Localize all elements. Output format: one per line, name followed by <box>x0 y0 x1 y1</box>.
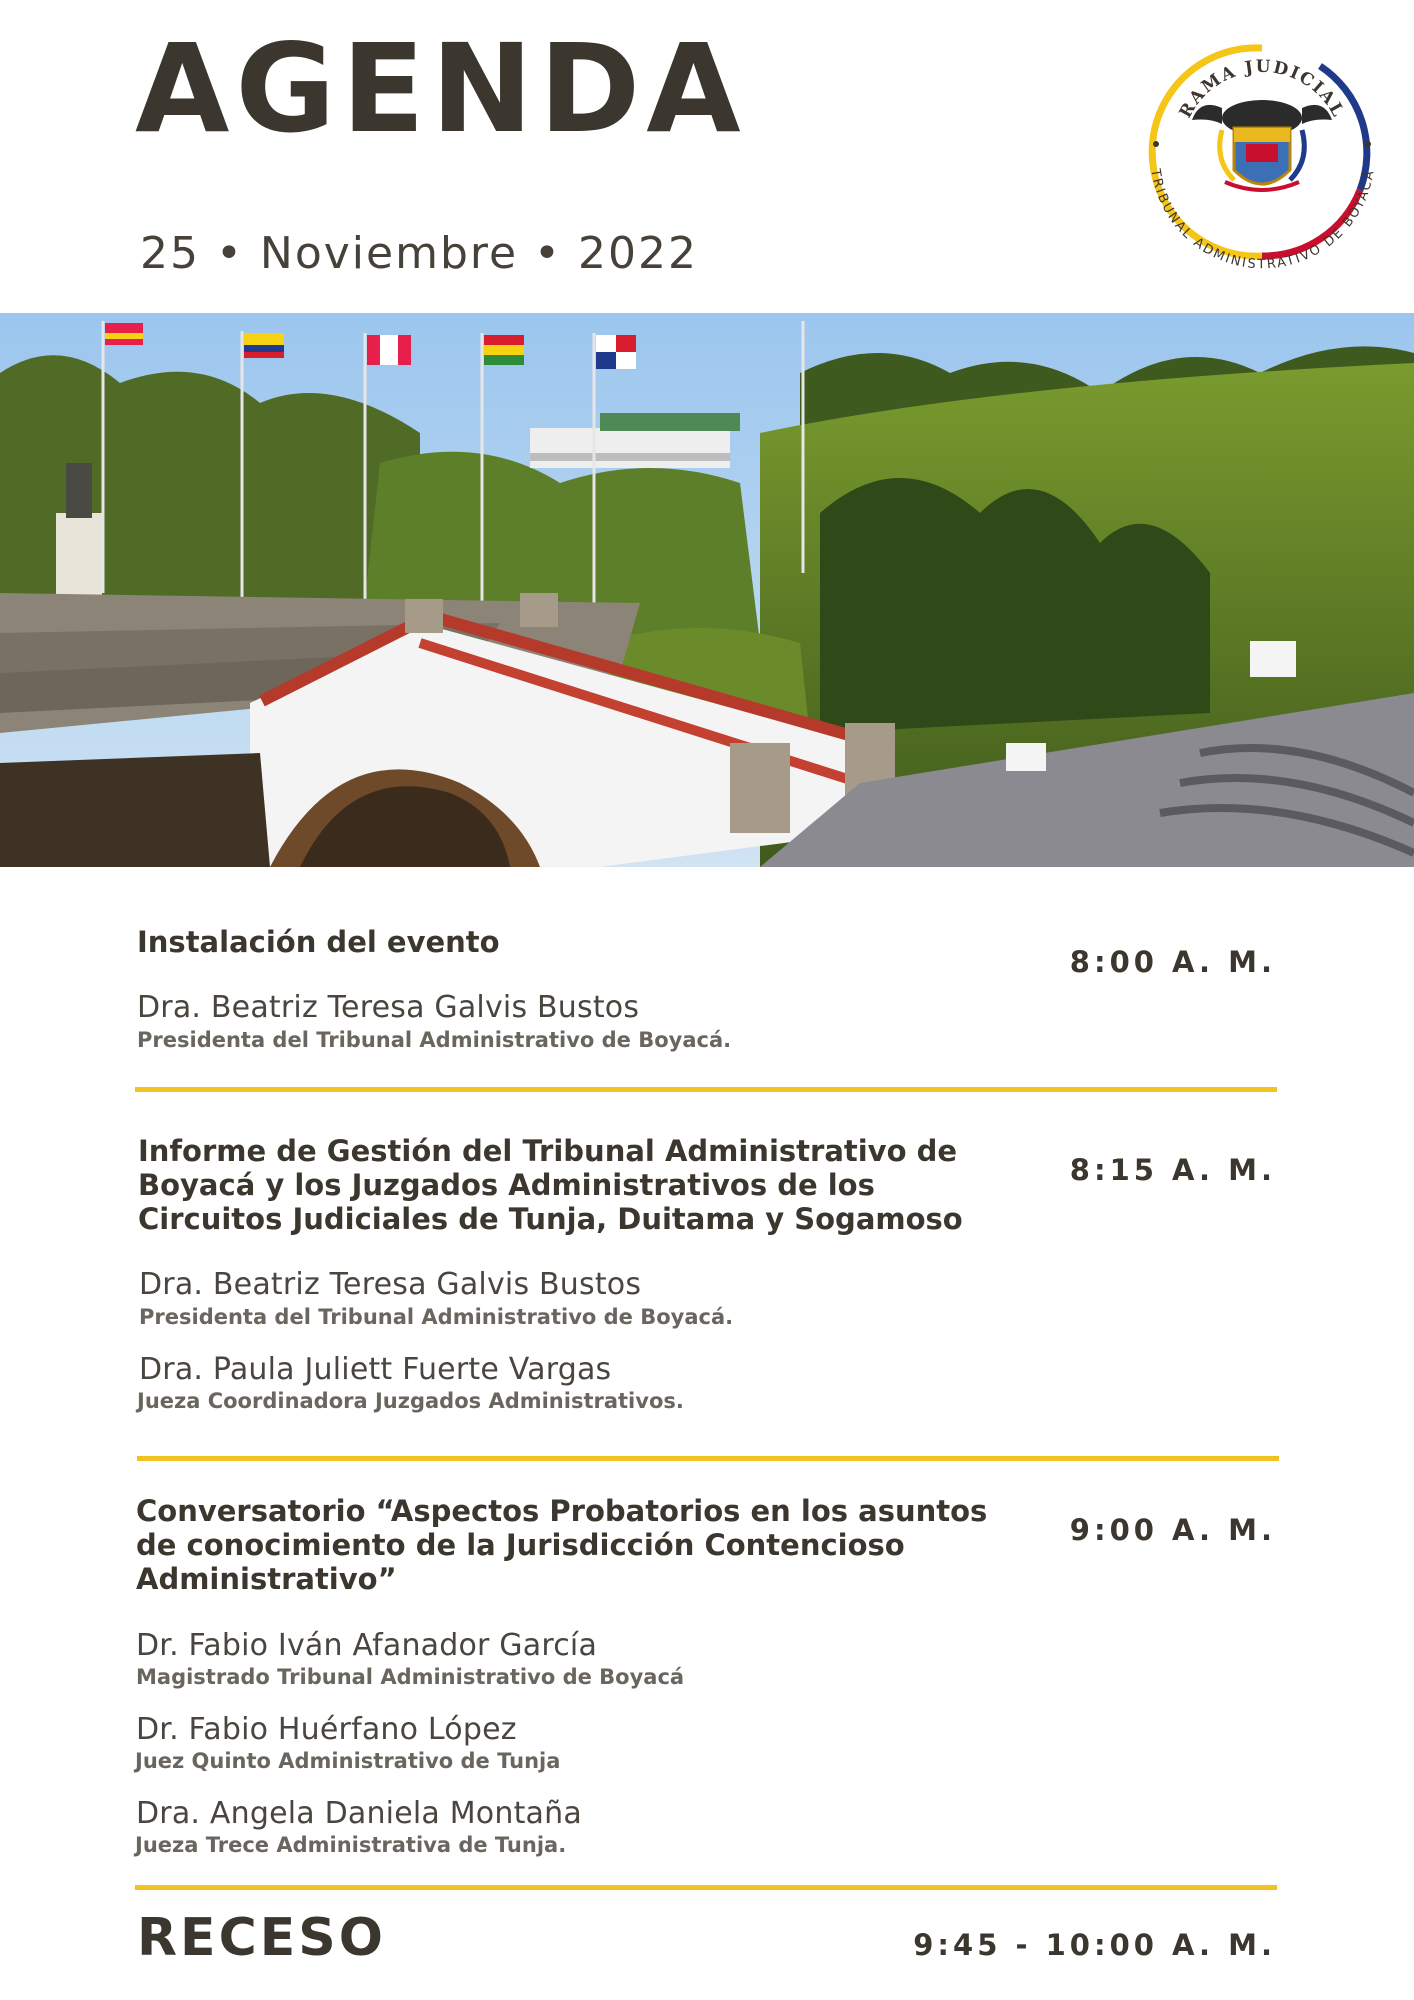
agenda-item-3-speaker-3-name: Dra. Angela Daniela Montaña <box>136 1796 582 1831</box>
agenda-item-2-speaker-1-name: Dra. Beatriz Teresa Galvis Bustos <box>139 1267 642 1302</box>
divider <box>135 1885 1277 1890</box>
agenda-item-3-title-line-3: Administrativo” <box>136 1562 397 1596</box>
divider <box>135 1087 1277 1092</box>
agenda-item-3-speaker-2-role: Juez Quinto Administrativo de Tunja <box>135 1749 561 1773</box>
agenda-item-1-speaker-1-name: Dra. Beatriz Teresa Galvis Bustos <box>137 990 640 1025</box>
agenda-item-2-speaker-1-role: Presidenta del Tribunal Administrativo de Boyacá. <box>139 1305 734 1329</box>
agenda-item-2-title-line-2: Boyacá y los Juzgados Administrativos de los <box>138 1168 875 1202</box>
agenda-item-3-title-line-1: Conversatorio “Aspectos Probatorios en los asuntos <box>136 1494 988 1528</box>
agenda-item-1-time: 8:00 A. M. <box>1069 945 1276 979</box>
agenda-item-3-speaker-1-role: Magistrado Tribunal Administrativo de Boyacá <box>136 1665 685 1689</box>
page-title: AGENDA <box>135 18 747 160</box>
recess-label: RECESO <box>137 1908 386 1968</box>
seal-top-text: RAMA JUDICIAL <box>1175 56 1349 122</box>
agenda-item-1-title: Instalación del evento <box>137 925 500 959</box>
agenda-item-3-title-line-2: de conocimiento de la Jurisdicción Contencioso <box>136 1528 905 1562</box>
agenda-item-2-speaker-2-name: Dra. Paula Juliett Fuerte Vargas <box>139 1352 612 1387</box>
agenda-item-3-speaker-1-name: Dr. Fabio Iván Afanador García <box>136 1628 598 1663</box>
divider <box>137 1456 1279 1461</box>
agenda-item-2-title-line-1: Informe de Gestión del Tribunal Administrativo de <box>138 1134 958 1168</box>
agenda-item-1-speaker-1-role: Presidenta del Tribunal Administrativo de Boyacá. <box>137 1028 732 1052</box>
agenda-item-2-time: 8:15 A. M. <box>1069 1153 1276 1187</box>
agenda-item-3-time: 9:00 A. M. <box>1069 1513 1276 1547</box>
bridge-landscape-photo <box>0 313 1414 867</box>
agenda-item-3-title <box>136 1494 987 1596</box>
event-date: 25 • Noviembre • 2022 <box>140 228 698 279</box>
recess-time: 9:45 - 10:00 A. M. <box>913 1928 1276 1962</box>
agenda-item-3-speaker-3-role: Jueza Trece Administrativa de Tunja. <box>135 1833 567 1857</box>
agenda-item-2-title <box>138 1134 963 1236</box>
agenda-item-2-speaker-2-role: Jueza Coordinadora Juzgados Administrativos. <box>137 1389 684 1413</box>
agenda-item-3-speaker-2-name: Dr. Fabio Huérfano López <box>136 1712 517 1747</box>
rama-judicial-seal-icon <box>1130 20 1395 285</box>
agenda-item-2-title-line-3: Circuitos Judiciales de Tunja, Duitama y Sogamoso <box>138 1202 963 1236</box>
seal-ring-text: TRIBUNAL ADMINISTRATIVO DE BOYACÁ <box>1147 167 1378 273</box>
